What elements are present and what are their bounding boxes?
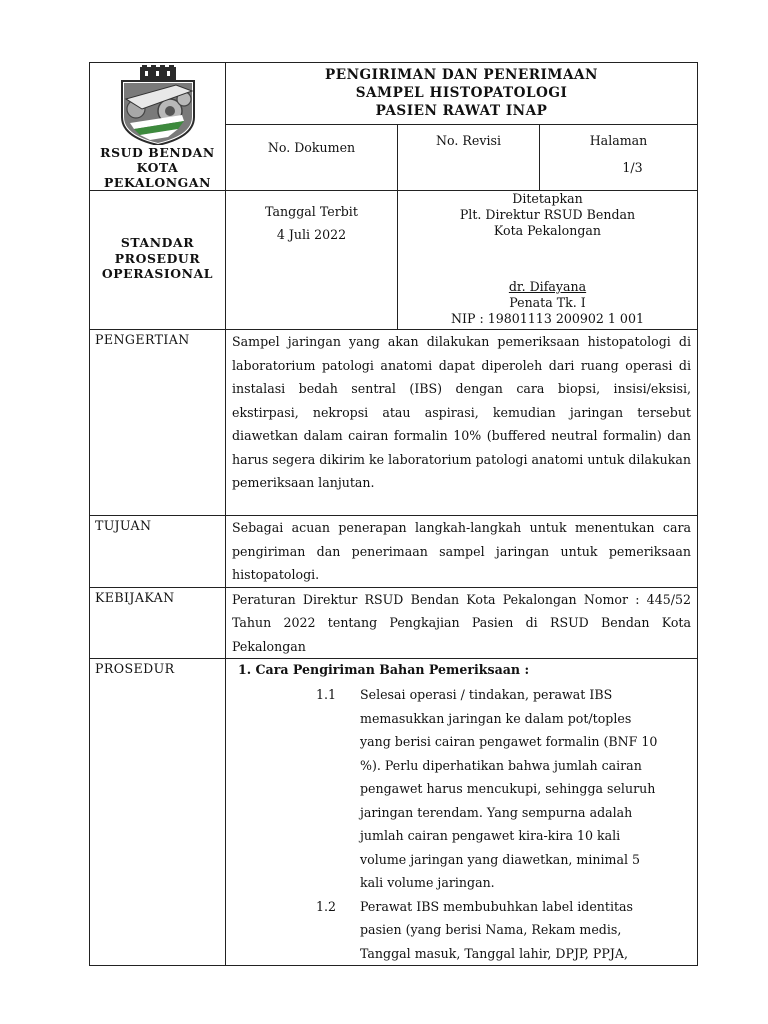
procedure-line: memasukkan jaringan ke dalam pot/toples (360, 710, 632, 726)
no-dokumen-cell (226, 125, 398, 191)
title-line: PENGIRIMAN DAN PENERIMAAN (325, 67, 598, 83)
signer-nip: NIP : 19801113 200902 1 001 (451, 311, 644, 326)
procedure-line: jaringan terendam. Yang sempurna adalah (360, 804, 633, 820)
kebijakan-label: KEBIJAKAN (90, 587, 226, 659)
halaman-value: 1/3 (622, 160, 643, 175)
prosedur-label: PROSEDUR (90, 659, 226, 966)
pengertian-label: PENGERTIAN (90, 330, 226, 516)
tanggal-terbit-label: Tanggal Terbit (265, 204, 358, 219)
procedure-line: pengawet harus mencukupi, sehingga seluruh (360, 781, 656, 796)
procedure-line: Selesai operasi / tindakan, perawat IBS (360, 687, 613, 702)
hospital-name-line: RSUD BENDAN (100, 145, 215, 160)
procedure-item (226, 683, 697, 895)
tujuan-label: TUJUAN (90, 516, 226, 588)
tujuan-paragraph: Sebagai acuan penerapan langkah-langkah untuk menentukan cara pengiriman dan penerimaan sampel jaringan untuk pemeriksaan histopatologi. (232, 520, 691, 582)
signer-rank: Penata Tk. I (509, 295, 586, 310)
procedure-line: jumlah cairan pengawet kira-kira 10 kali (360, 828, 621, 843)
procedure-line: %). Perlu diperhatikan bahwa jumlah cairan (360, 757, 642, 773)
tanggal-terbit-value: 4 Juli 2022 (276, 227, 347, 242)
prosedur-heading: 1. Cara Pengiriman Bahan Pemeriksaan : (238, 662, 530, 677)
pengertian-paragraph: Sampel jaringan yang akan dilakukan pemeriksaan histopatologi di laboratorium patologi anatomi dapat diperoleh dari ruang operasi di instalasi bedah sentral (IBS) dengan cara biopsi, insisi/eksisi, ekstirpasi, nekropsi atau aspirasi, kemudian jaringan tersebut diawetkan dalam cairan formalin 10% (buffered neutral formalin) dan harus segera dikirim ke laboratorium patologi anatomi untuk dilakukan pemeriksaan lanjutan. (232, 334, 691, 490)
procedure-line: Tanggal masuk, Tanggal lahir, DPJP, PPJA, (360, 945, 629, 961)
ditetapkan-line: Plt. Direktur RSUD Bendan (459, 207, 636, 222)
no-dokumen-label: No. Dokumen (267, 140, 356, 155)
tanggal-terbit-cell (226, 191, 398, 330)
hospital-name-line: KOTA (136, 160, 179, 175)
kebijakan-text (226, 587, 698, 659)
no-revisi-label: No. Revisi (436, 133, 501, 148)
procedure-line: Perawat IBS membubuhkan label identitas (360, 898, 634, 914)
procedure-item-text (336, 683, 697, 895)
hospital-crest-logo (112, 65, 204, 145)
halaman-cell (540, 125, 698, 191)
sop-label-line: STANDAR (120, 235, 195, 250)
procedure-line: kali volume jaringan. (360, 875, 495, 890)
procedure-line: volume jaringan yang diawetkan, minimal 5 (360, 851, 641, 867)
ditetapkan-line: Ditetapkan (512, 191, 583, 206)
title-line: SAMPEL HISTOPATOLOGI (355, 85, 568, 101)
document-title (226, 63, 698, 125)
hospital-name-line: PEKALONGAN (104, 175, 211, 190)
kebijakan-paragraph: Peraturan Direktur RSUD Bendan Kota Pekalongan Nomor : 445/52 Tahun 2022 tentang Pengkajian Pasien di RSUD Bendan Kota Pekalongan (232, 591, 691, 654)
sop-label-line: PROSEDUR (114, 250, 201, 266)
approval-cell (398, 191, 698, 330)
halaman-label: Halaman (589, 133, 648, 148)
pengertian-text (226, 330, 698, 516)
title-line: PASIEN RAWAT INAP (375, 103, 548, 119)
procedure-line: pasien (yang berisi Nama, Rekam medis, (360, 922, 622, 937)
hospital-name (90, 145, 225, 190)
procedure-item-number: 1.2 (315, 898, 336, 914)
prosedur-content (226, 659, 698, 966)
ditetapkan-line: Kota Pekalongan (493, 223, 602, 238)
procedure-line: yang berisi cairan pengawet formalin (BNF 10 (360, 734, 658, 749)
procedure-item (226, 895, 697, 966)
tujuan-text (226, 516, 698, 588)
sop-label (90, 191, 226, 330)
no-revisi-cell (398, 125, 540, 191)
sop-table (89, 62, 698, 966)
procedure-item-text (336, 895, 697, 966)
sop-label-line: OPERASIONAL (101, 266, 214, 281)
procedure-item-number: 1.1 (315, 687, 336, 702)
signer-name: dr. Difayana (508, 279, 587, 294)
logo-cell (90, 63, 226, 191)
